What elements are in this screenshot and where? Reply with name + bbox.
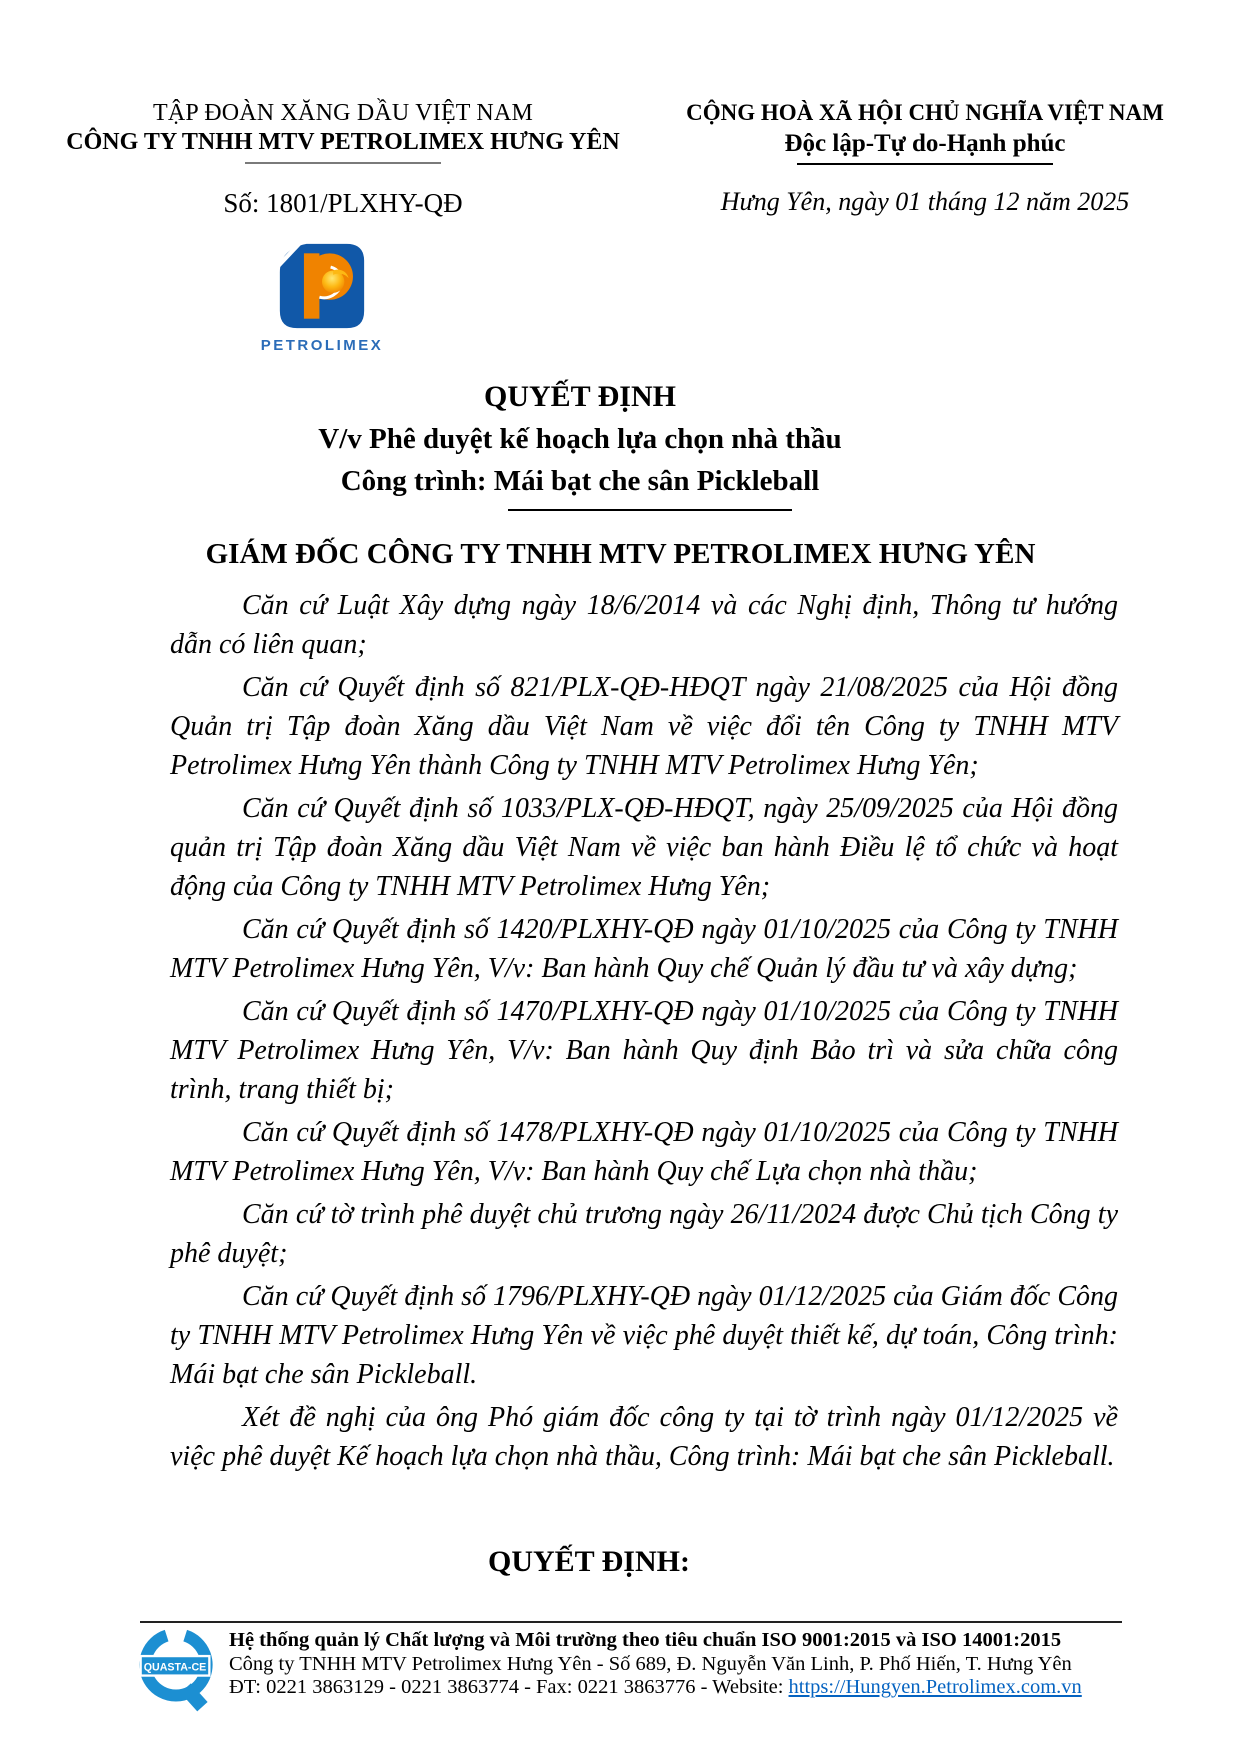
- quasta-ce-certification-icon: [136, 1627, 214, 1718]
- title-underline: [508, 509, 792, 511]
- header-left-block: [48, 100, 638, 219]
- recital-paragraph: Căn cứ Quyết định số 1796/PLXHY-QĐ ngày 01/12/2025 của Giám đốc Công ty TNHH MTV Petrolimex Hưng Yên về việc phê duyệt thiết kế, dự toán, Công trình: Mái bạt che sân Pickleball.: [170, 1281, 1118, 1390]
- header-left-underline: [245, 162, 441, 164]
- company-name: CÔNG TY TNHH MTV PETROLIMEX HƯNG YÊN: [66, 129, 620, 155]
- issue-date-line: Hưng Yên, ngày 01 tháng 12 năm 2025: [720, 187, 1130, 216]
- footer-contact-line: [229, 1676, 1129, 1700]
- website-link[interactable]: https://Hungyen.Petrolimex.com.vn: [788, 1676, 1082, 1698]
- issuer-heading: GIÁM ĐỐC CÔNG TY TNHH MTV PETROLIMEX HƯNG YÊN: [205, 538, 1036, 570]
- footer-divider: [140, 1621, 1122, 1623]
- footer-iso-line: Hệ thống quản lý Chất lượng và Môi trường theo tiêu chuẩn ISO 9001:2015 và ISO 14001:2015: [229, 1629, 1062, 1651]
- parent-group-name: TẬP ĐOÀN XĂNG DẦU VIỆT NAM: [152, 100, 534, 126]
- recital-paragraph: Căn cứ Luật Xây dựng ngày 18/6/2014 và các Nghị định, Thông tư hướng dẫn có liên quan;: [170, 590, 1118, 660]
- decision-heading: QUYẾT ĐỊNH:: [488, 1545, 690, 1578]
- footer-block: [136, 1627, 1131, 1718]
- recital-paragraph: Xét đề nghị của ông Phó giám đốc công ty tại tờ trình ngày 01/12/2025 về việc phê duyệt Kế hoạch lựa chọn nhà thầu, Công trình: Mái bạt che sân Pickleball.: [170, 1402, 1118, 1472]
- title-block: [0, 380, 1160, 498]
- document-subject: V/v Phê duyệt kế hoạch lựa chọn nhà thầu: [318, 423, 842, 455]
- recital-paragraph: Căn cứ Quyết định số 1033/PLX-QĐ-HĐQT, ngày 25/09/2025 của Hội đồng quản trị Tập đoàn Xăng dầu Việt Nam về việc ban hành Điều lệ tổ chức và hoạt động của Công ty TNHH MTV Petrolimex Hưng Yên;: [170, 793, 1118, 902]
- recital-paragraph: Căn cứ Quyết định số 1470/PLXHY-QĐ ngày 01/10/2025 của Công ty TNHH MTV Petrolimex Hưng Yên, V/v: Ban hành Quy định Bảo trì và sửa chữa công trình, trang thiết bị;: [170, 996, 1118, 1105]
- footer-text-block: [229, 1627, 1129, 1718]
- recitals-section: [170, 586, 1118, 1480]
- recital-paragraph: Căn cứ Quyết định số 1478/PLXHY-QĐ ngày 01/10/2025 của Công ty TNHH MTV Petrolimex Hưng Yên, V/v: Ban hành Quy chế Lựa chọn nhà thầu;: [170, 1117, 1118, 1187]
- document-title: QUYẾT ĐỊNH: [484, 380, 676, 413]
- recital-paragraph: Căn cứ Quyết định số 1420/PLXHY-QĐ ngày 01/10/2025 của Công ty TNHH MTV Petrolimex Hưng Yên, V/v: Ban hành Quy chế Quản lý đầu tư và xây dựng;: [170, 914, 1118, 984]
- petrolimex-logo-icon: [279, 316, 365, 333]
- recital-paragraph: Căn cứ tờ trình phê duyệt chủ trương ngày 26/11/2024 được Chủ tịch Công ty phê duyệt;: [170, 1199, 1118, 1269]
- petrolimex-logo-block: [258, 243, 386, 354]
- recital-paragraph: Căn cứ Quyết định số 821/PLX-QĐ-HĐQT ngày 21/08/2025 của Hội đồng Quản trị Tập đoàn Xăng dầu Việt Nam về việc đổi tên Công ty TNHH MTV Petrolimex Hưng Yên thành Công ty TNHH MTV Petrolimex Hưng Yên;: [170, 672, 1118, 781]
- national-motto-line1: CỘNG HOÀ XÃ HỘI CHỦ NGHĨA VIỆT NAM: [686, 100, 1164, 125]
- svg-text:QUASTA-CE: QUASTA-CE: [143, 1661, 207, 1674]
- project-name: Công trình: Mái bạt che sân Pickleball: [340, 465, 820, 497]
- header-right-underline: [797, 163, 1053, 165]
- footer-contact-prefix: ĐT: 0221 3863129 - 0221 3863774 - Fax: 0221 3863776 - Website:: [229, 1676, 789, 1698]
- national-motto-line2: Độc lập-Tự do-Hạnh phúc: [784, 130, 1066, 157]
- footer-address-line: Công ty TNHH MTV Petrolimex Hưng Yên - Số 689, Đ. Nguyễn Văn Linh, P. Phố Hiến, T. Hưng Yên: [229, 1652, 1072, 1675]
- document-number: Số: 1801/PLXHY-QĐ: [223, 188, 463, 218]
- petrolimex-wordmark: PETROLIMEX: [260, 337, 384, 354]
- header-right-block: [645, 100, 1205, 217]
